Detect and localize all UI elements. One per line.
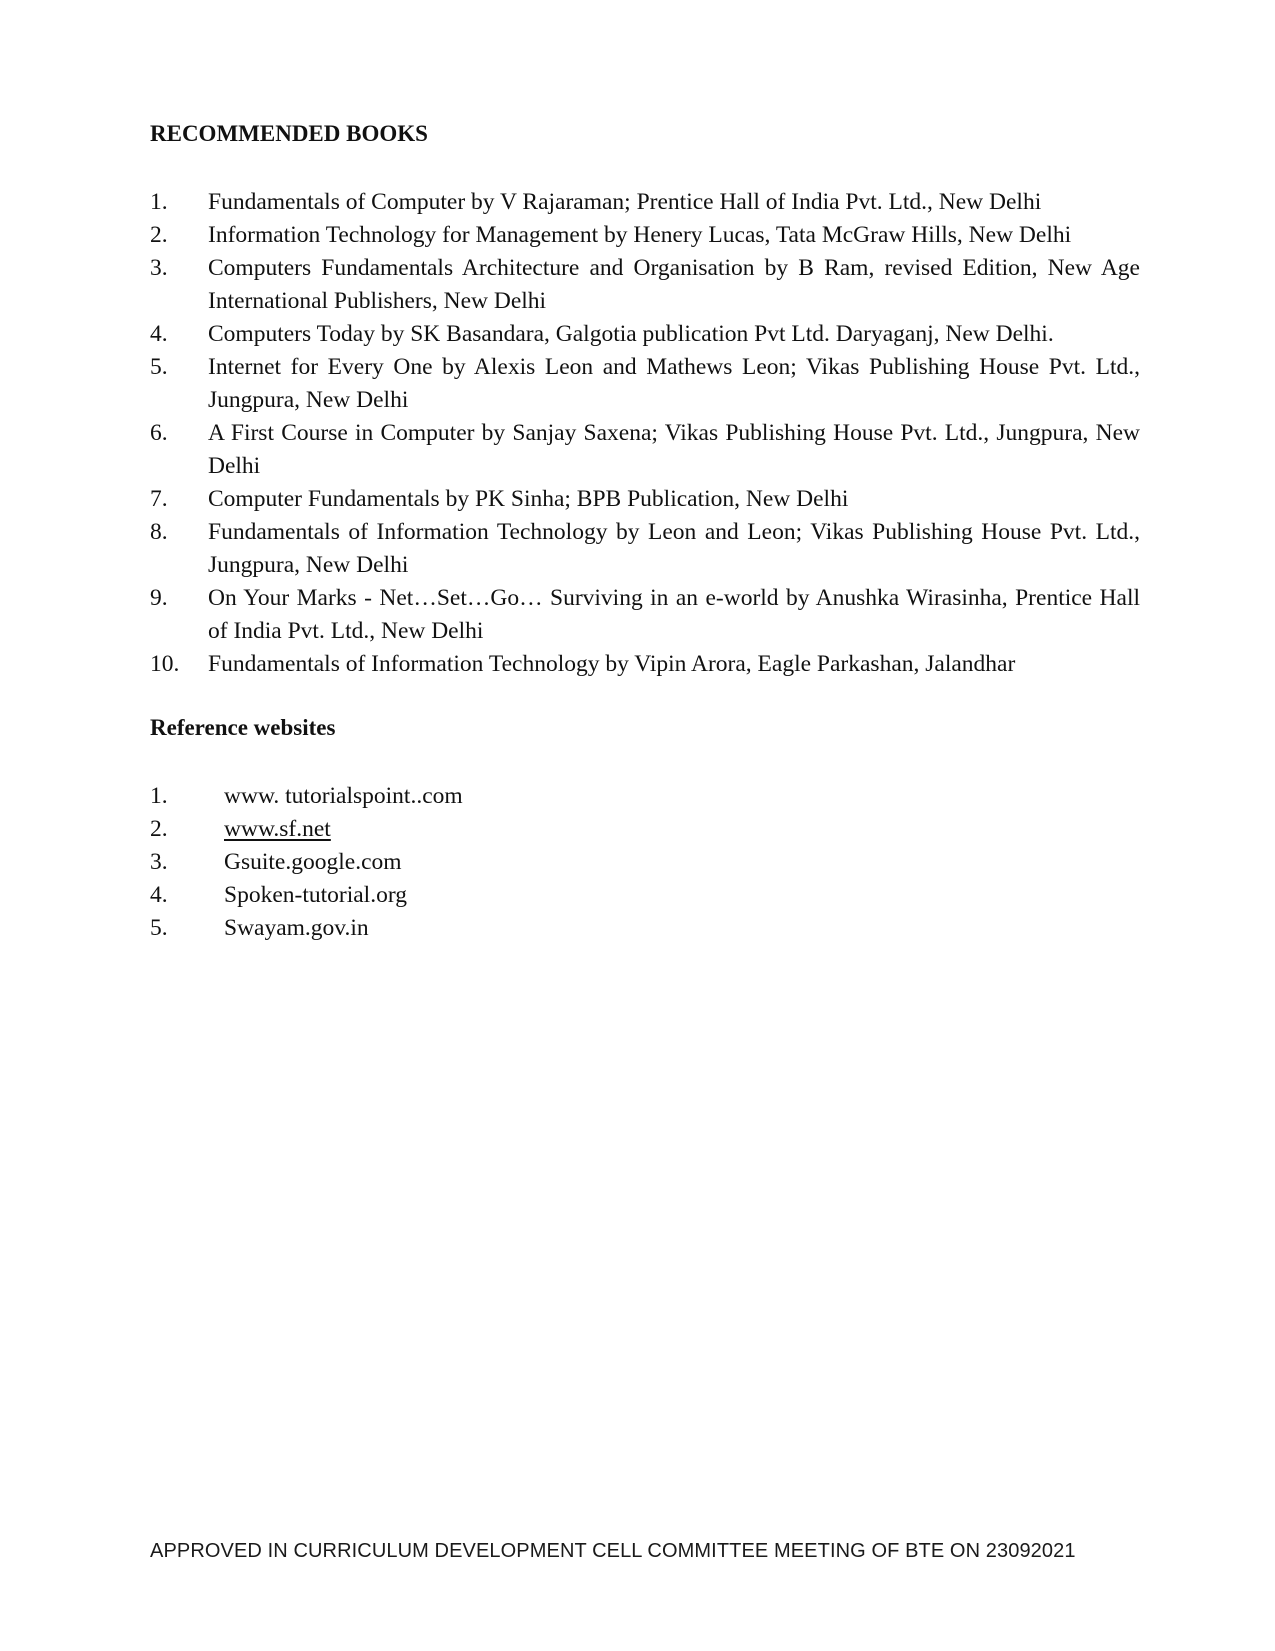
book-item — [150, 219, 1140, 252]
website-number: 2. — [150, 816, 168, 842]
reference-websites-heading: Reference websites — [150, 715, 336, 740]
website-link[interactable]: www.sf.net — [224, 816, 331, 842]
recommended-books-heading: RECOMMENDED BOOKS — [150, 121, 428, 146]
book-number: 10. — [150, 651, 180, 677]
website-text: Spoken-tutorial.org — [224, 882, 407, 908]
reference-websites-list — [150, 780, 463, 945]
website-text: www. tutorialspoint..com — [224, 783, 463, 809]
website-number: 5. — [150, 915, 168, 941]
website-item — [150, 912, 463, 945]
book-text: Computer Fundamentals by PK Sinha; BPB Publication, New Delhi — [208, 486, 849, 512]
book-text: Computers Fundamentals Architecture and Organisation by B Ram, revised Edition, New Age International Publishers, New Delhi — [208, 255, 1140, 314]
book-item — [150, 318, 1140, 351]
website-number: 3. — [150, 849, 168, 875]
book-number: 8. — [150, 519, 168, 545]
book-item — [150, 483, 1140, 516]
book-number: 7. — [150, 486, 168, 512]
website-item — [150, 780, 463, 813]
website-item — [150, 846, 463, 879]
book-text: Fundamentals of Information Technology by Leon and Leon; Vikas Publishing House Pvt. Ltd., Jungpura, New Delhi — [208, 519, 1140, 578]
book-text: On Your Marks - Net…Set…Go… Surviving in an e-world by Anushka Wirasinha, Prentice Hall of India Pvt. Ltd., New Delhi — [208, 585, 1140, 644]
website-item — [150, 813, 463, 846]
book-item — [150, 417, 1140, 483]
approval-footer: APPROVED IN CURRICULUM DEVELOPMENT CELL COMMITTEE MEETING OF BTE ON 23092021 — [150, 1540, 1076, 1562]
book-item — [150, 648, 1140, 681]
website-text: Swayam.gov.in — [224, 915, 369, 941]
book-number: 1. — [150, 189, 168, 215]
book-text: Internet for Every One by Alexis Leon and Mathews Leon; Vikas Publishing House Pvt. Ltd., Jungpura, New Delhi — [208, 354, 1140, 413]
book-item — [150, 252, 1140, 318]
book-item — [150, 186, 1140, 219]
book-number: 5. — [150, 354, 168, 380]
book-text: Fundamentals of Computer by V Rajaraman; Prentice Hall of India Pvt. Ltd., New Delhi — [208, 189, 1042, 215]
book-number: 2. — [150, 222, 168, 248]
book-number: 6. — [150, 420, 168, 446]
book-text: A First Course in Computer by Sanjay Saxena; Vikas Publishing House Pvt. Ltd., Jungpura, New Delhi — [208, 420, 1140, 479]
book-item — [150, 516, 1140, 582]
website-number: 4. — [150, 882, 168, 908]
book-item — [150, 351, 1140, 417]
book-number: 4. — [150, 321, 168, 347]
book-item — [150, 582, 1140, 648]
website-number: 1. — [150, 783, 168, 809]
book-number: 3. — [150, 255, 168, 281]
website-text: Gsuite.google.com — [224, 849, 402, 875]
book-text: Computers Today by SK Basandara, Galgotia publication Pvt Ltd. Daryaganj, New Delhi. — [208, 321, 1054, 347]
recommended-books-list — [150, 186, 1140, 681]
book-number: 9. — [150, 585, 168, 611]
book-text: Information Technology for Management by Henery Lucas, Tata McGraw Hills, New Delhi — [208, 222, 1072, 248]
website-item — [150, 879, 463, 912]
book-text: Fundamentals of Information Technology by Vipin Arora, Eagle Parkashan, Jalandhar — [208, 651, 1016, 677]
